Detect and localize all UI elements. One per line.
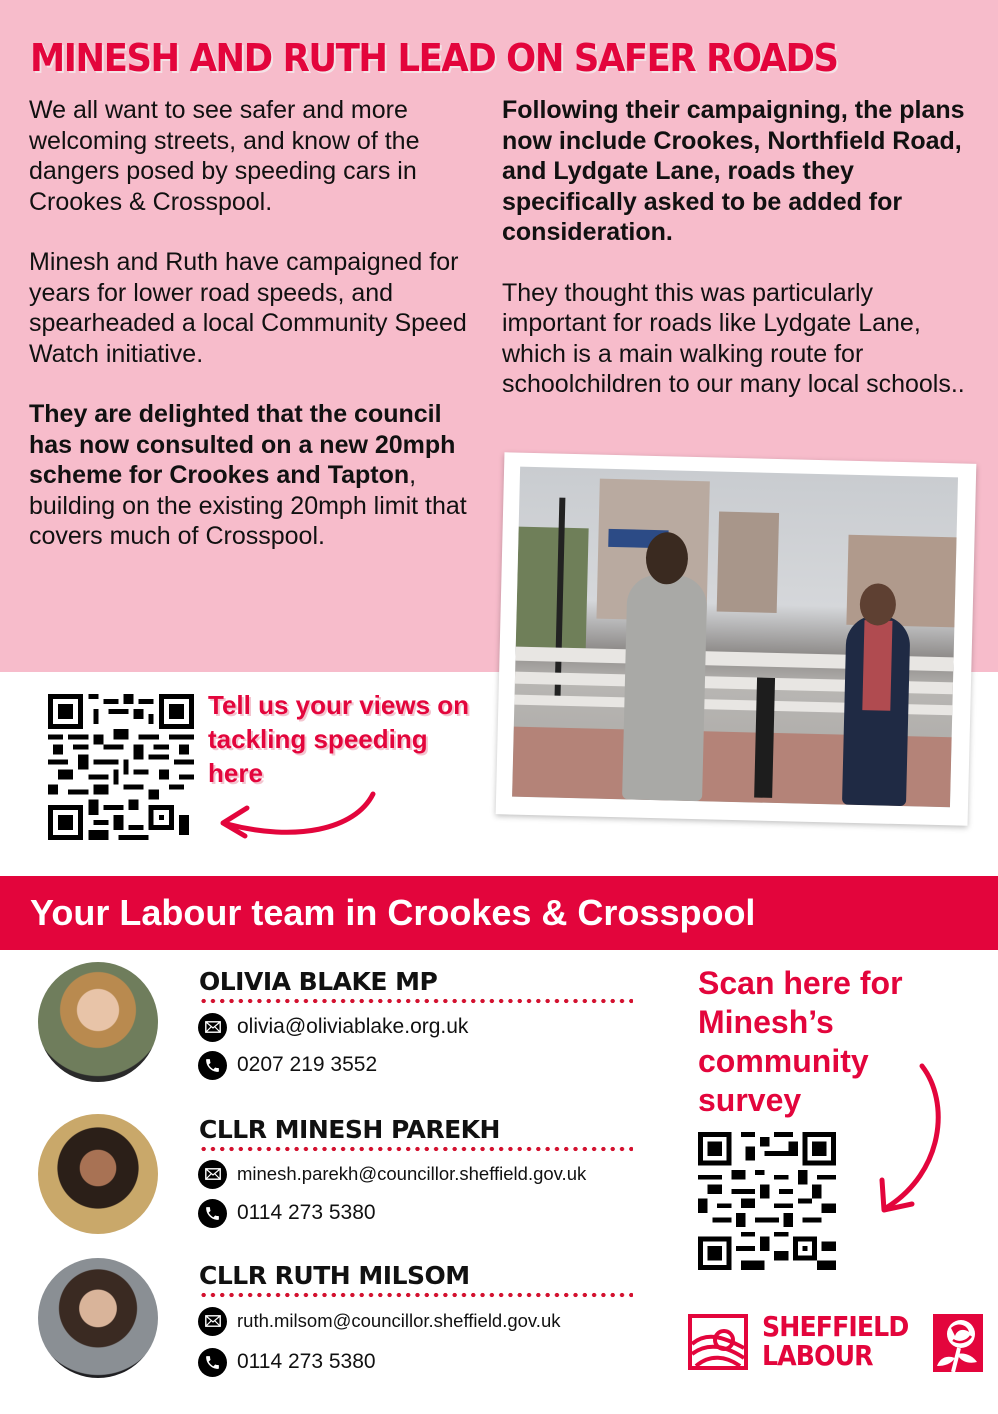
avatar: [38, 1114, 158, 1234]
phone-link[interactable]: 0114 273 5380: [237, 1350, 376, 1373]
member-name: OLIVIA BLAKE MP: [199, 967, 438, 996]
phone-icon: [198, 1199, 227, 1228]
curved-arrow-icon: [872, 1062, 952, 1222]
team-member-olivia: [0, 962, 660, 1092]
survey-cta-text: Scan here for Minesh’s community survey: [698, 965, 903, 1118]
article-right-column: [502, 95, 982, 430]
survey-qr-code[interactable]: [698, 1132, 836, 1270]
speeding-qr-code[interactable]: [48, 694, 194, 840]
paragraph: Following their campaigning, the plans now include Crookes, Northfield Road, and Lydgate Lane, roads they specifically asked to be added for consideration.: [502, 96, 965, 246]
photo-frame: [496, 452, 977, 825]
landscape-emblem-icon: [688, 1314, 748, 1370]
email-row: [198, 1306, 561, 1336]
email-link[interactable]: ruth.milsom@councillor.sheffield.gov.uk: [237, 1310, 561, 1331]
headline: MINESH AND RUTH LEAD ON SAFER ROADS: [30, 36, 838, 80]
avatar: [38, 962, 158, 1082]
rose-icon: [933, 1314, 983, 1372]
phone-row: [198, 1050, 377, 1080]
phone-link[interactable]: 0114 273 5380: [237, 1201, 376, 1224]
logo-text: [762, 1312, 908, 1370]
email-row: [198, 1159, 586, 1189]
sheffield-labour-logo: [688, 1312, 984, 1374]
curved-arrow-icon: [215, 790, 380, 840]
phone-row: [198, 1198, 376, 1228]
member-name: CLLR RUTH MILSOM: [199, 1261, 470, 1290]
member-name: CLLR MINESH PAREKH: [199, 1115, 500, 1144]
logo-line-2: LABOUR: [762, 1339, 873, 1372]
logo-line-1: SHEFFIELD: [762, 1310, 909, 1343]
email-link[interactable]: olivia@oliviablake.org.uk: [237, 1015, 469, 1038]
paragraph: They thought this was particularly important for roads like Lydgate Lane, which is a main walking route for schoolchildren to our many local schools..: [502, 278, 965, 398]
team-member-minesh: [0, 1110, 660, 1240]
email-icon: [198, 1160, 227, 1189]
councillors-photo: [512, 467, 958, 808]
phone-row: [198, 1347, 376, 1377]
phone-link[interactable]: 0207 219 3552: [237, 1053, 378, 1076]
email-row: [198, 1012, 468, 1042]
avatar: [38, 1258, 158, 1378]
speeding-cta-text: Tell us your views on tackling speeding here: [208, 690, 470, 788]
email-icon: [198, 1307, 227, 1336]
dotted-divider: [199, 1146, 633, 1152]
person-minesh: [622, 574, 707, 801]
email-icon: [198, 1013, 227, 1042]
paragraph: Minesh and Ruth have campaigned for years for lower road speeds, and spearheaded a local Community Speed Watch initiative.: [29, 248, 467, 368]
paragraph: [29, 399, 479, 552]
dotted-divider: [199, 1292, 633, 1298]
phone-icon: [198, 1051, 227, 1080]
phone-icon: [198, 1348, 227, 1377]
team-member-ruth: [0, 1256, 660, 1386]
paragraph-bold-part: They are delighted that the council has now consulted on a new 20mph scheme for Crookes and Tapton: [29, 400, 456, 489]
paragraph: We all want to see safer and more welcoming streets, and know of the dangers posed by speeding cars in Crookes & Crosspool.: [29, 96, 420, 216]
dotted-divider: [199, 998, 633, 1004]
email-link[interactable]: minesh.parekh@councillor.sheffield.gov.uk: [237, 1163, 587, 1184]
article-left-column: [29, 95, 479, 582]
paragraph-normal-part: , building on the existing 20mph limit that covers much of Crosspool.: [29, 461, 467, 550]
team-banner: Your Labour team in Crookes & Crosspool: [0, 876, 998, 950]
